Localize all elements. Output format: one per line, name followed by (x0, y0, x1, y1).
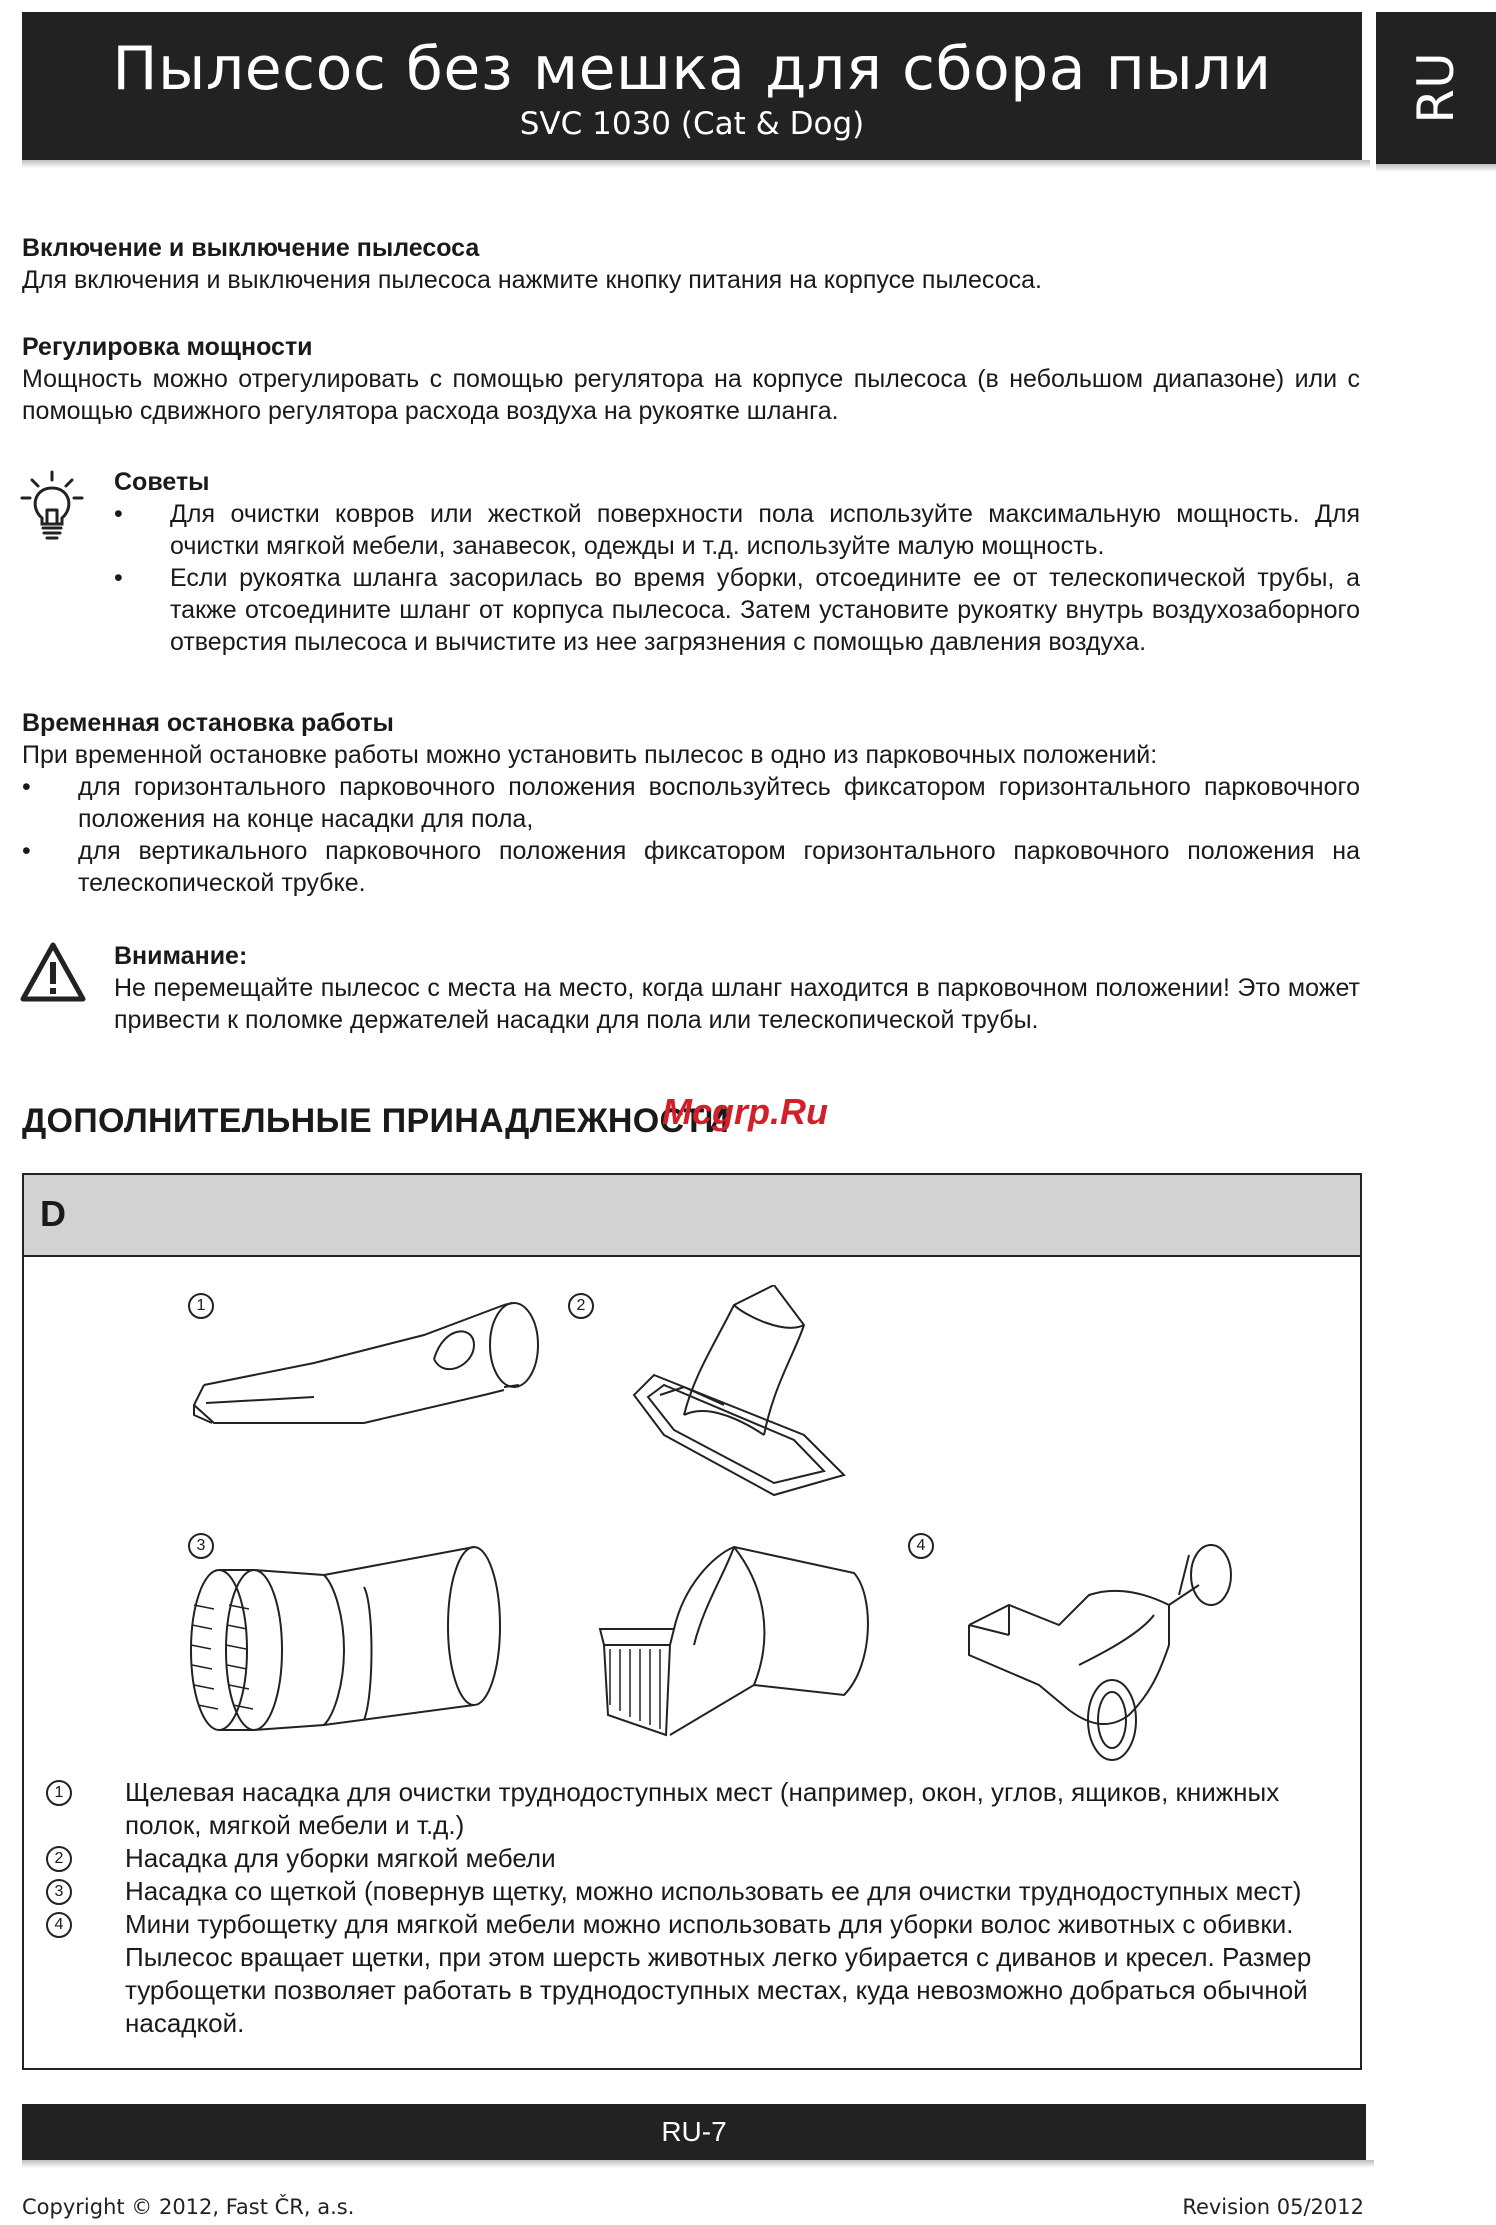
list-item-text: для вертикального парковочного положения фиксатором горизонтального парковочного положения на телескопической трубке. (78, 837, 1360, 897)
legend-number: 3 (46, 1879, 72, 1905)
page-number: RU-7 (661, 2116, 727, 2147)
lightbulb-icon (20, 470, 84, 542)
dusting-brush-illustration (174, 1545, 554, 1745)
page-title: Пылесос без мешка для сбора пыли (112, 34, 1272, 104)
list-item-text: Если рукоятка шланга засорилась во время уборки, отсоедините ее от телескопической трубы, а также отсоедините шланг от корпуса пылесоса. Затем установите рукоятку внутрь воздухозаборного отверстия пылесоса и вычистите из нее загрязнения с помощью давления воздуха. (170, 564, 1360, 656)
legend-text: Мини турбощетку для мягкой мебели можно использовать для уборки волос животных с обивки. Пылесос вращает щетки, при этом шерсть животных легко убирается с диванов и кресел. Размер турбощетки позволяет работать в труднодоступных местах, куда невозможно добраться обычной насадкой. (125, 1909, 1312, 2038)
accessories-box-header (24, 1175, 1360, 1257)
header-shadow (22, 160, 1370, 168)
bullet: • (114, 500, 123, 528)
figure-number-1: 1 (188, 1293, 214, 1319)
header-bar (22, 12, 1362, 160)
accessories-title: ДОПОЛНИТЕЛЬНЫЕ ПРИНАДЛЕЖНОСТИ (22, 1102, 730, 1140)
language-tab-shadow (1376, 164, 1496, 172)
section-heading: Регулировка мощности (22, 333, 313, 361)
figure-number-4: 4 (908, 1533, 934, 1559)
bullet: • (22, 773, 31, 801)
legend-item (22, 1842, 1322, 1875)
section-heading: Временная остановка работы (22, 709, 394, 737)
list-item (114, 562, 1360, 658)
legend-item (22, 1776, 1322, 1842)
upholstery-nozzle-illustration (624, 1285, 884, 1505)
legend-number: 2 (46, 1846, 72, 1872)
turbo-brush-illustration (949, 1535, 1249, 1765)
section-text: Не перемещайте пылесос с места на место, когда шланг находится в парковочном положении! Это может привести к поломке держателей насадки для пола или телескопической трубы. (114, 974, 1360, 1034)
section-tips (114, 466, 1360, 658)
figure-number-2: 2 (568, 1293, 594, 1319)
section-power (22, 232, 1360, 296)
section-heading: Советы (114, 468, 210, 496)
dusting-brush-side-illustration (574, 1545, 874, 1745)
language-label: RU (1407, 52, 1465, 124)
legend-text: Насадка для уборки мягкой мебели (125, 1843, 556, 1873)
section-warning (114, 940, 1360, 1036)
watermark: Mcgrp.Ru (662, 1091, 828, 1132)
footer-shadow (22, 2160, 1374, 2168)
bullet: • (114, 564, 123, 592)
legend-number: 4 (46, 1912, 72, 1938)
page-subtitle: SVC 1030 (Cat & Dog) (519, 106, 865, 142)
list-item (22, 835, 1360, 899)
legend-item (22, 1908, 1322, 2040)
section-regulation (22, 331, 1360, 427)
figure-number-3: 3 (188, 1533, 214, 1559)
warning-icon (20, 942, 86, 1002)
bullet: • (22, 837, 31, 865)
language-tab (1376, 12, 1496, 164)
legend-number: 1 (46, 1780, 72, 1806)
section-pause (22, 707, 1360, 899)
section-text: При временной остановке работы можно установить пылесос в одно из парковочных положений: (22, 741, 1158, 769)
revision: Revision 05/2012 (1182, 2195, 1364, 2219)
legend-text: Насадка со щеткой (повернув щетку, можно использовать ее для очистки труднодоступных мест) (125, 1876, 1302, 1906)
crevice-nozzle-illustration (174, 1285, 574, 1435)
accessories-legend (22, 1776, 1322, 2040)
section-text: Для включения и выключения пылесоса нажмите кнопку питания на корпусе пылесоса. (22, 266, 1042, 294)
box-label: D (40, 1193, 66, 1234)
copyright: Copyright © 2012, Fast ČR, a.s. (22, 2195, 355, 2219)
section-heading: Внимание: (114, 942, 248, 970)
section-heading: Включение и выключение пылесоса (22, 234, 480, 262)
list-item-text: Для очистки ковров или жесткой поверхности пола используйте максимальную мощность. Для очистки мягкой мебели, занавесок, одежды и т.д. используйте малую мощность. (170, 500, 1360, 560)
legend-item (22, 1875, 1322, 1908)
section-text: Мощность можно отрегулировать с помощью регулятора на корпусе пылесоса (в небольшом диапазоне) или с помощью сдвижного регулятора расхода воздуха на рукоятке шланга. (22, 365, 1360, 425)
list-item-text: для горизонтального парковочного положения воспользуйтесь фиксатором горизонтального парковочного положения на конце насадки для пола, (78, 773, 1360, 833)
legend-text: Щелевая насадка для очистки труднодоступных мест (например, окон, углов, ящиков, книжных полок, мягкой мебели и т.д.) (125, 1777, 1280, 1840)
list-item (22, 771, 1360, 835)
list-item (114, 498, 1360, 562)
footer-bar (22, 2104, 1366, 2160)
